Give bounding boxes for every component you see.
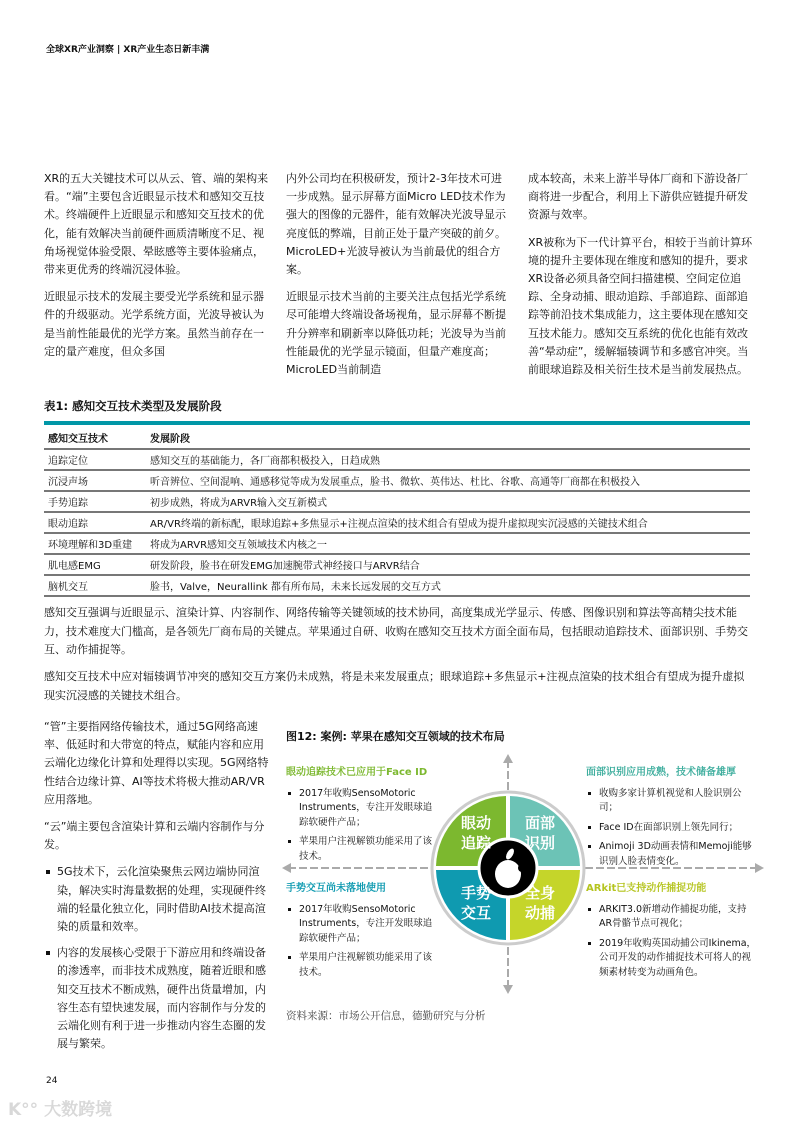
table-title: 表1: 感知交互技术类型及发展阶段 bbox=[44, 399, 222, 413]
cell: 追踪定位 bbox=[44, 449, 146, 470]
column-header: 发展阶段 bbox=[146, 426, 750, 449]
table-top-rule bbox=[44, 421, 750, 425]
quadrant-label: 交互 bbox=[460, 904, 492, 922]
text-column-2 bbox=[286, 170, 512, 388]
paragraph: XR的五大关键技术可以从云、管、端的架构来看。“端”主要包含近眼显示技术和感知交互技术。终端硬件上近眼显示和感知交互技术的优化，能有效解决当前硬件画质清晰度不足、视角场视觉体验受限、晕眩感等主要体验痛点，带来更优秀的终端沉浸体验。 bbox=[44, 172, 269, 277]
cell: 沉浸声场 bbox=[44, 470, 146, 491]
watermark-text: 大数跨境 bbox=[44, 1100, 113, 1120]
cell: 初步成熟，将成为ARVR输入交互新模式 bbox=[146, 491, 750, 512]
paragraph: 感知交互技术中应对辐辏调节冲突的感知交互方案仍未成熟，将是未来发展重点；眼球追踪+多焦显示+注视点渲染的技术组合有望成为提升虚拟现实沉浸感的关键技术组合。 bbox=[44, 670, 745, 702]
paragraph: 近眼显示技术当前的主要关注点包括光学系统尽可能增大终端设备场视角，显示屏幕不断提升分辨率和刷新率以降低功耗；光波导为当前性能最优的光学显示镜面，但量产难度高；MicroLED当前制造 bbox=[286, 290, 506, 377]
paragraph: 近眼显示技术的发展主要受光学系统和显示器件的升级驱动。光学系统方面，光波导被认为是当前性能最优的光学方案。虽然当前存在一定的量产难度，但众多国 bbox=[44, 290, 264, 358]
table-row bbox=[44, 533, 750, 554]
paragraph: XR被称为下一代计算平台，相较于当前计算环境的提升主要体现在维度和感知的提升，要求XR设备必须具备空间扫描建模、空间定位追踪、全身动捕、眼动追踪、手部追踪、面部追踪等前沿技术集成能力，这主要体现在感知交互技术能力。感知交互系统的优化也能有效改善“晕动症”，缓解辐辏调节和多感官冲突。当前眼球追踪及相关衍生技术是当前发展热点。 bbox=[528, 235, 753, 377]
watermark bbox=[8, 1095, 112, 1120]
cell: 眼动追踪 bbox=[44, 512, 146, 533]
cell: 脑机交互 bbox=[44, 575, 146, 596]
paragraph: “管”主要指网络传输技术，通过5G网络高速率、低延时和大带宽的特点，赋能内容和应用云端化边缘化计算和处理得以实现。5G网络特性结合边缘计算、AI等技术将极大推动AR/VR应用落地。 bbox=[44, 720, 269, 806]
table-row bbox=[44, 449, 750, 470]
list-item: 苹果用户注视解锁功能采用了该技术。 bbox=[286, 951, 436, 980]
box-heading: ARkit已支持动作捕捉功能 bbox=[586, 883, 707, 894]
box-heading: 眼动追踪技术已应用于Face ID bbox=[286, 767, 428, 778]
cell: AR/VR终端的新标配，眼球追踪+多焦显示+注视点渲染的技术组合有望成为提升虚拟现实沉浸感的关键技术组合 bbox=[146, 512, 750, 533]
arrow-down-icon bbox=[503, 985, 513, 994]
list-item: 2019年收购英国动捕公司Ikinema，公司开发的动作捕捉技术可将人的视频素材转变为动画角色。 bbox=[586, 937, 758, 981]
text-column-3 bbox=[528, 170, 754, 388]
list-item: 5G技术下，云化渲染聚焦云网边端协同渲染，解决实时海量数据的处理，实现硬件终端的轻量化独立化，同时借助AI技术提高渲染的质量和效率。 bbox=[44, 863, 270, 936]
bullet-list bbox=[44, 863, 270, 1053]
quadrant-label: 动捕 bbox=[524, 904, 556, 922]
figure-box-motion-capture bbox=[586, 882, 758, 985]
running-header: 全球XR产业洞察 | XR产业生态日新丰满 bbox=[46, 45, 210, 55]
list-item: 收购多家计算机视觉和人脸识别公司； bbox=[586, 787, 758, 816]
quadrant-label: 追踪 bbox=[460, 834, 492, 852]
cell: 肌电感EMG bbox=[44, 554, 146, 575]
box-heading: 手势交互尚未落地使用 bbox=[286, 883, 386, 894]
figure-box-gesture bbox=[286, 882, 436, 985]
figure-title: 图12: 案例: 苹果在感知交互领域的技术布局 bbox=[286, 730, 505, 743]
list-item: 2017年收购SensoMotoric Instruments，专注开发眼球追踪软硬件产品； bbox=[286, 903, 436, 947]
quadrant-label: 手势 bbox=[460, 884, 492, 902]
box-heading: 面部识别应用成熟，技术储备雄厚 bbox=[586, 767, 736, 778]
table-row bbox=[44, 575, 750, 596]
figure-box-eye-tracking bbox=[286, 766, 436, 869]
quadrant-label: 全身 bbox=[524, 884, 556, 902]
tech-table bbox=[44, 426, 750, 597]
cell: 研发阶段，脸书在研发EMG加速腕带式神经接口与ARVR结合 bbox=[146, 554, 750, 575]
cell: 手势追踪 bbox=[44, 491, 146, 512]
cell: 将成为ARVR感知交互领域技术内核之一 bbox=[146, 533, 750, 554]
text-column-1 bbox=[44, 170, 270, 370]
quadrant-label: 面部 bbox=[524, 814, 556, 832]
table-row bbox=[44, 554, 750, 575]
list-item: 苹果用户注视解锁功能采用了该技术。 bbox=[286, 835, 436, 864]
page-number: 24 bbox=[46, 1076, 58, 1086]
cell: 环境理解和3D重建 bbox=[44, 533, 146, 554]
cell: 听音辨位、空间混响、通感移觉等成为发展重点，脸书、微软、英伟达、杜比、谷歌、高通等厂商都在积极投入 bbox=[146, 470, 750, 491]
table-row bbox=[44, 470, 750, 491]
table-row bbox=[44, 491, 750, 512]
cell: 脸书，Valve，Neurallink 都有所布局，未来长远发展的交互方式 bbox=[146, 575, 750, 596]
column-header: 感知交互技术 bbox=[44, 426, 146, 449]
list-item: Face ID在面部识别上领先同行； bbox=[586, 821, 758, 836]
figure-box-face-recognition bbox=[586, 766, 758, 874]
quadrant-label: 眼动 bbox=[460, 814, 492, 832]
paragraph: 成本较高，未来上游半导体厂商和下游设备厂商将进一步配合，利用上下游供应链提升研发资源与效率。 bbox=[528, 172, 748, 222]
table-header-row bbox=[44, 426, 750, 449]
watermark-logo-icon: K°° bbox=[8, 1100, 39, 1120]
list-item: Animoji 3D动画表情和Memoji能够识别人脸表情变化。 bbox=[586, 840, 758, 869]
figure-source: 资料来源：市场公开信息，德勤研究与分析 bbox=[286, 1010, 486, 1022]
quadrant-label: 识别 bbox=[524, 834, 556, 852]
paragraph: 内外公司均在积极研发，预计2-3年技术可进一步成熟。显示屏幕方面Micro LED技术作为强大的图像的元器件，能有效解决光波导显示亮度低的弊端，目前正处于量产突破的前夕。MicroLED+光波导被认为当前最优的组合方案。 bbox=[286, 172, 506, 277]
table-row bbox=[44, 512, 750, 533]
list-item: 内容的发展核心受限于下游应用和终端设备的渗透率，而非技术成熟度，随着近眼和感知交互技术不断成熟，硬件出货量增加，内容生态有望快速发展，而内容制作与分发的云端化则有利于进一步推动内容生态圈的发展与繁荣。 bbox=[44, 944, 270, 1053]
arrow-up-icon bbox=[503, 754, 513, 763]
cell: 感知交互的基础能力，各厂商都积极投入，日趋成熟 bbox=[146, 449, 750, 470]
list-item: 2017年收购SensoMotoric Instruments，专注开发眼球追踪软硬件产品； bbox=[286, 787, 436, 831]
text-column-bottom-left bbox=[44, 718, 270, 1061]
paragraph: 感知交互强调与近眼显示、渲染计算、内容制作、网络传输等关键领域的技术协同，高度集成光学显示、传感、图像识别和算法等高精尖技术能力，技术难度大门槛高，是各领先厂商布局的关键点。苹果通过自研、收购在感知交互技术方面全面布局，包括眼动追踪技术、面部识别、手势交互、动作捕捉等。 bbox=[44, 606, 748, 656]
list-item: ARKIT3.0新增动作捕捉功能，支持AR骨骼节点可视化； bbox=[586, 903, 758, 932]
paragraph: “云”端主要包含渲染计算和云端内容制作与分发。 bbox=[44, 820, 265, 852]
